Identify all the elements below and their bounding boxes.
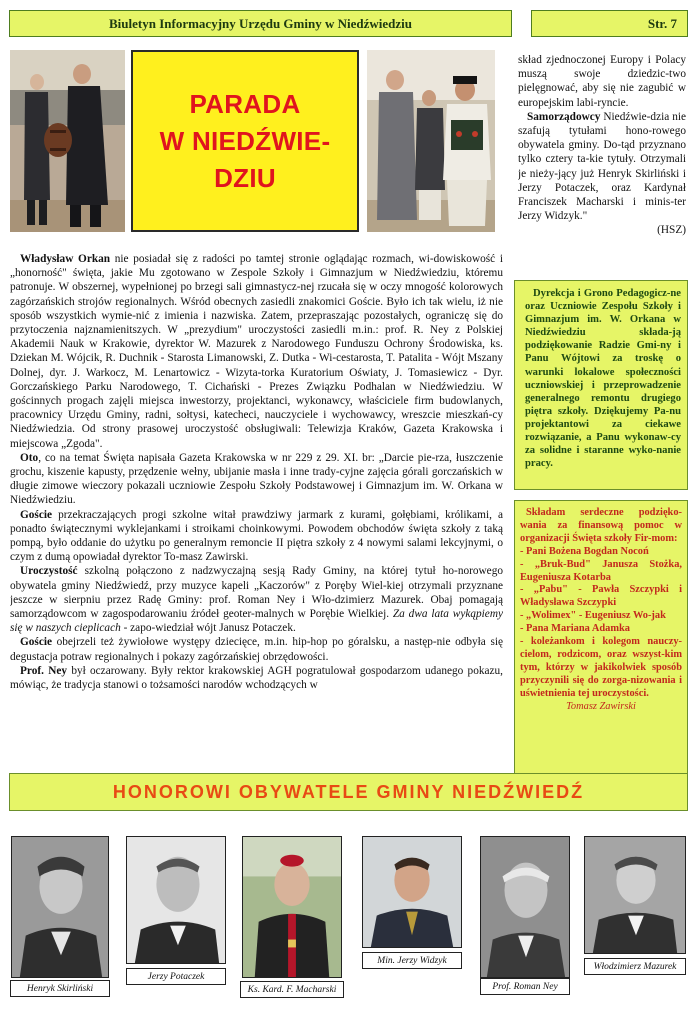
sponsors-author: Tomasz Zawirski [566, 700, 636, 712]
main-article [10, 252, 503, 758]
portrait-caption: Henryk Skirliński [10, 980, 110, 997]
portrait-henryk-skirlinski [11, 836, 109, 978]
article-title-box [131, 50, 359, 232]
portrait-caption: Ks. Kard. F. Macharski [240, 981, 344, 998]
photo-ceremony-barrel [10, 50, 125, 232]
article-paragraph: Oto, co na temat Święta napisała Gazeta Krakowska w nr 229 z 29. XI. br: „Darcie pie-rza, łuszczenie grochu, kiszenie kapusty, przędzenie wełny, ubijanie masła i inne trady-cyjne zajęcia górali gorczańskich w długie zimowe wieczory pokazali uczniowie Zespołu Szkoły Podstawowej i Gimnazjum im. W. Orkana w Niedźwiedziu. [10, 451, 503, 507]
page-number: Str. 7 [647, 15, 677, 31]
thanks-text: Dyrekcja i Grono Pedagogicz-ne oraz Uczniowie Zespołu Szkoły i Gimnazjum im. W. Orkana w Niedźwiedziu składa-ją podziękowanie Radzie Gmi-ny i Panu Wójtowi za troskę o warunki lokalowe społeczności uczniowskiej i przeprowadzenie generalnego remontu drugiego piętra szkoły. Dziękujemy Pa-nu projektantowi za ciekawe rozwiązanie, a Panu wykonaw-cy za solidne i staranne wyko-nanie pracy. [525, 288, 681, 470]
article-signature: (HSZ) [657, 224, 686, 237]
portrait-caption: Min. Jerzy Widzyk [362, 952, 462, 969]
title-line-2: W NIEDŹWIE- [159, 125, 331, 156]
banner-title: HONOROWI OBYWATELE GMINY NIEDŹWIEDŹ [112, 781, 585, 802]
honorary-citizens-banner [9, 773, 688, 811]
sponsor-item: - „Pabu" - Pawła Szczypki i Władysława Szczypki [520, 584, 682, 609]
article-paragraph: Prof. Ney był oczarowany. Były rektor krakowskiej AGH pogratulował gospodarzom udanego pokazu, mówiąc, że tradycja stanowi o tożsamości narodów wchodzących w [10, 664, 503, 692]
sponsor-item: - „Bruk-Bud" Janusza Stożka, Eugeniusza Kotarba [520, 558, 682, 583]
continuation-paragraph: skład zjednoczonej Europy i Polacy muszą swoje dziedzic-two pielęgnować, aby się nie zagubić w europejskim labi-ryncie. [518, 54, 686, 109]
portrait-roman-ney [480, 836, 570, 978]
continuation-paragraph: Samorządowcy Niedźwie-dzia nie szafują tytułami hono-rowego obywatela gminy. Do-tąd przyznano tylko cztery ta-kie tytuły. Otrzymali je nieży-jący już Henryk Skirliński i Jerzy Potaczek, oraz Kardynał Franciszek Macharski i minis-ter Jerzy Widzyk." [518, 110, 686, 223]
article-paragraph: Uroczystość szkolną połączono z nadzwyczajną sesją Rady Gminy, na której tytuł ho-norowego obywatela gminy Niedźwiedź, przy muzyce kapeli „Kaczorów" z Poręby Wiel-kiej otrzymali przyznane jeszcze w sierpniu przez Radę Gminy: prof. Roman Ney i Wło-dzimierz Mazurek. Obaj pomagają samorządowcom w zagospodarowaniu źródeł geoter-malnych w Porębie Wielkiej. Za dwa lata wykąpiemy się w naszych cieplicach - zapo-wiedział wójt Janusz Potaczek. [10, 565, 503, 635]
thanks-box [514, 280, 688, 490]
portrait-card-macharski [242, 836, 342, 978]
article-continuation [518, 53, 686, 273]
title-line-1: PARADA [189, 88, 301, 119]
article-paragraph: Goście przekraczających progi szkolne witał prawdziwy jarmark z kurami, gołębiami, królikami, a ponadto świątecznymi wyklejankami i stroikami choinkowymi. Powodem obchodów święta szkoły z taką pompą, było oddanie do użytku po generalnym remoncie II piętra szkoły z 4 nowymi salami lekcyjnymi, o czym z dumą opowiadał dyrektor To-masz Zawirski. [10, 508, 503, 564]
bulletin-header [9, 10, 512, 37]
portrait-wlodzimierz-mazurek [584, 836, 686, 954]
portrait-caption: Włodzimierz Mazurek [584, 958, 686, 975]
bulletin-title: Biuletyn Informacyjny Urzędu Gminy w Niedźwiedziu [109, 15, 412, 31]
sponsor-item: - Pani Bożena Bogdan Nocoń [520, 545, 649, 557]
portrait-jerzy-widzyk [362, 836, 462, 948]
sponsor-item: - koleżankom i kolegom nauczy-cielom, rodzicom, oraz wszyst-kim tym, którzy w jakikolwiek sposób przyczynili się do zorga-nizowania i uświetnienia tej uroczystości. [520, 636, 682, 699]
sponsor-item: - „Wolimex" - Eugeniusz Wo-jak [520, 610, 666, 622]
portrait-caption: Jerzy Potaczek [126, 968, 226, 985]
article-paragraph: Władysław Orkan nie posiadał się z radości po tamtej stronie oglądając rozmach, wi-dowiskowość i „honorność" święta, jakie Mu zgotowano w Zespole Szkoły i Gimnazjum w Niedźwiedziu, któremu patronuje. W obszernej, wypełnionej po brzegi sali gimnastycz-nej rzucała się w oczy mnogość kolorowych zagórzańskich strojów regionalnych. Wśród obecnych zasiedli znakomici Goście. Było ich tak wielu, iż nie sposób wszystkich wymie-nić z imienia i nazwiska. Zatem, przepraszając pozostałych, ograniczę się do przytoczenia najznamienitszych. W „prezydium" uroczystości zasiedli m.in.: prof. R. Ney z Polskiej Akademii Nauk w Krakowie, dyrektor W. Mazurek z Narodowego Funduszu Ochrony Środowiska, ks. Dziekan M. Wójcik, R. Duchnik - Starosta Limanowski, Z. Dutka - Wi-cestarosta, T. Patalita - Wójt Mszany Dolnej, dyr. J. Warkocz, M. Lenartowicz - Wizyta-torka Kuratorium Oświaty, J. Tomasiewicz - Dyr. Gorczańskiego Parku Narodowego, T. Cichański - Prezes Związku Podhalan w Niedźwiedziu. W gościnnych progach zajęli miejsca inwestorzy, projektanci, wykonawcy, właściciele firm budowlanych, pracownicy Urzędu Gminy, radni, sołtysi, katecheci, nauczyciele i wychowawcy, wreszcie mieszkań-cy Niedźwiedzia. Od strony prasowej uroczystość obsługiwali: Telewizja Kraków, Gazeta Krakowska i miejscowa „Zgoda". [10, 253, 503, 450]
sponsor-item: - Pana Mariana Adamka [520, 623, 630, 635]
sponsors-box [514, 500, 688, 780]
sponsors-intro: Składam serdeczne podzięko-wania za finansową pomoc w organizacji Święta szkoły Fir-mom: [520, 507, 682, 544]
portrait-jerzy-potaczek [126, 836, 226, 964]
title-line-3: DZIU [214, 162, 276, 193]
photo-highlanders [367, 50, 495, 232]
portrait-caption: Prof. Roman Ney [480, 978, 570, 995]
page-number-header [531, 10, 688, 37]
article-paragraph: Goście obejrzeli też żywiołowe występy dziecięce, m.in. hip-hop po góralsku, a następ-nie odbyła się degustacja potraw regionalnych i pokazy zagórzańskiej obrzędowości. [10, 636, 503, 663]
